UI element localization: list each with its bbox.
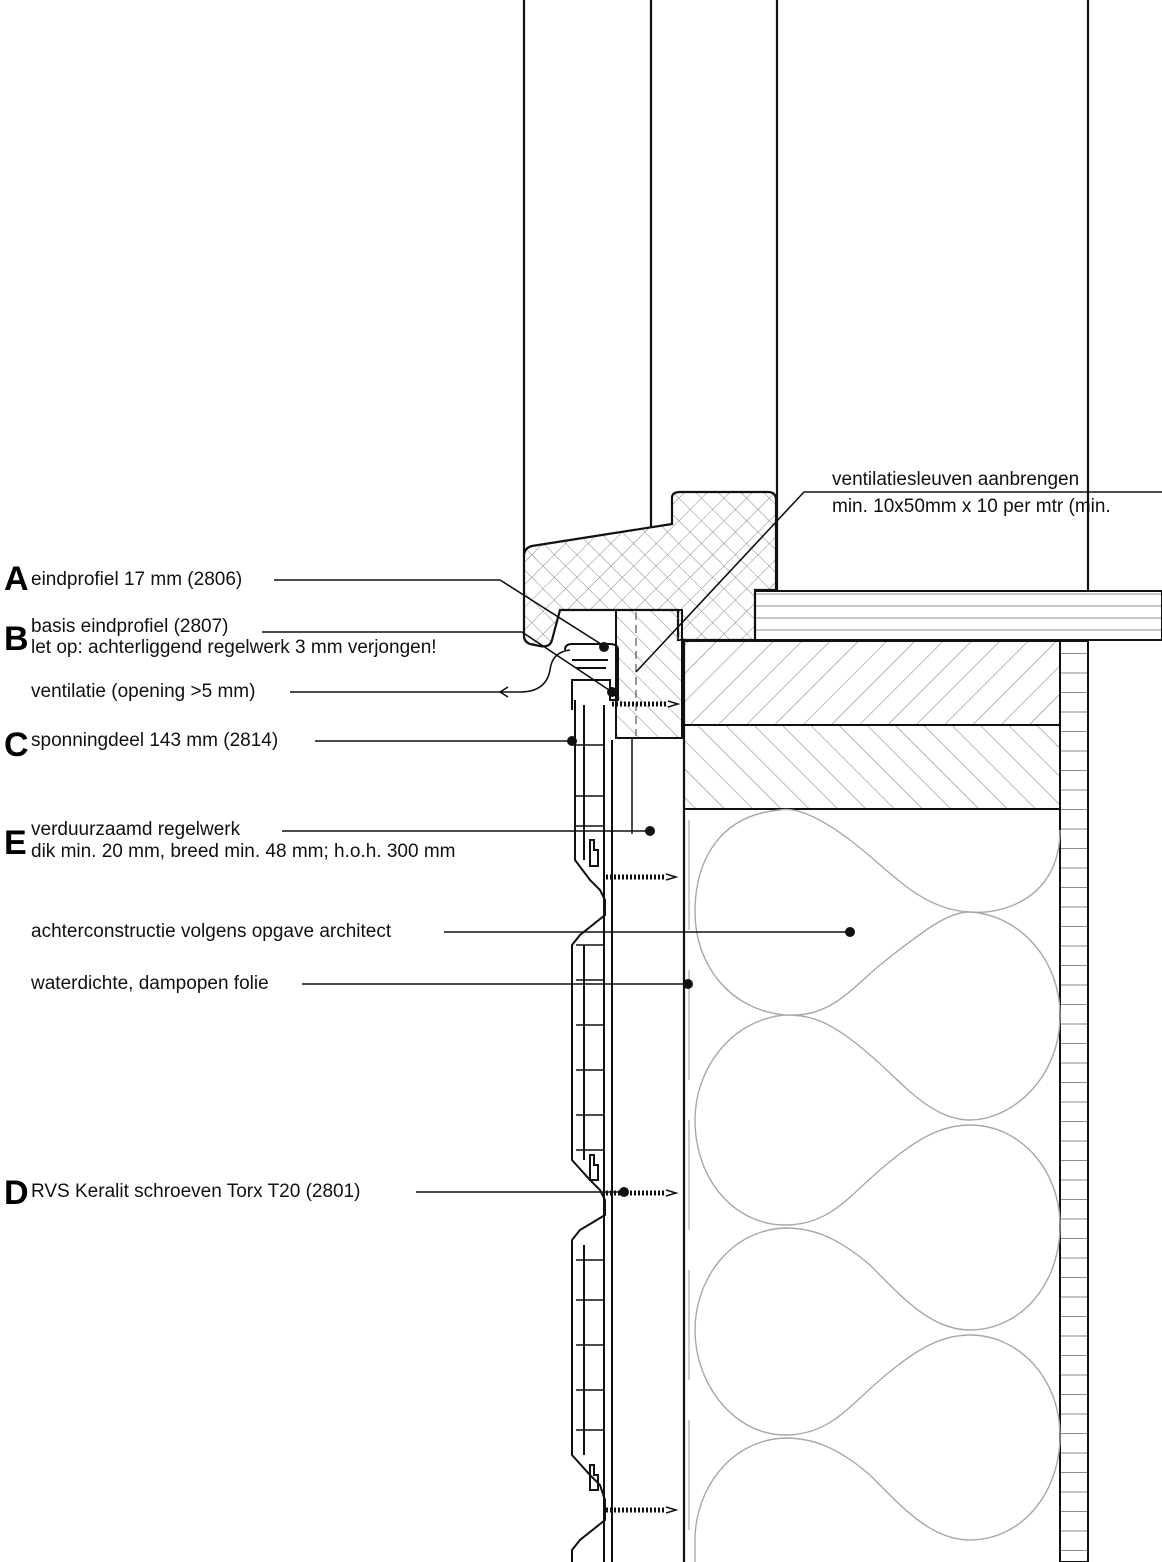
callout-letter-b: B — [4, 620, 29, 658]
label-ventilatiesleuven-spec: min. 10x50mm x 10 per mtr (min. — [832, 496, 1111, 517]
cladding-profile — [565, 644, 618, 1562]
label-basis-eindprofiel-note: let op: achterliggend regelwerk 3 mm verjongen! — [31, 637, 437, 658]
label-achterconstructie: achterconstructie volgens opgave architect — [31, 921, 392, 942]
label-regelwerk-spec: dik min. 20 mm, breed min. 48 mm; h.o.h. 300 mm — [31, 841, 456, 862]
inner-lining — [1060, 641, 1088, 1562]
label-schroeven: RVS Keralit schroeven Torx T20 (2801) — [31, 1181, 361, 1202]
label-regelwerk: verduurzaamd regelwerk — [31, 819, 241, 840]
callout-letter-d: D — [4, 1174, 29, 1212]
callout-letter-c: C — [4, 726, 29, 764]
batten-top — [616, 610, 682, 738]
callout-letter-e: E — [4, 824, 27, 862]
callout-letter-a: A — [4, 560, 29, 598]
label-ventilatiesleuven: ventilatiesleuven aanbrengen — [832, 469, 1080, 490]
label-ventilatie: ventilatie (opening >5 mm) — [31, 681, 256, 702]
label-basis-eindprofiel: basis eindprofiel (2807) — [31, 616, 229, 637]
beam-lower — [684, 725, 1060, 809]
floor-boards — [755, 591, 1162, 640]
label-eindprofiel: eindprofiel 17 mm (2806) — [31, 569, 243, 590]
label-sponningdeel: sponningdeel 143 mm (2814) — [31, 730, 279, 751]
beam-upper — [684, 641, 1060, 725]
label-folie: waterdichte, dampopen folie — [31, 973, 269, 994]
insulation — [695, 809, 1060, 1562]
screws — [606, 701, 678, 1513]
